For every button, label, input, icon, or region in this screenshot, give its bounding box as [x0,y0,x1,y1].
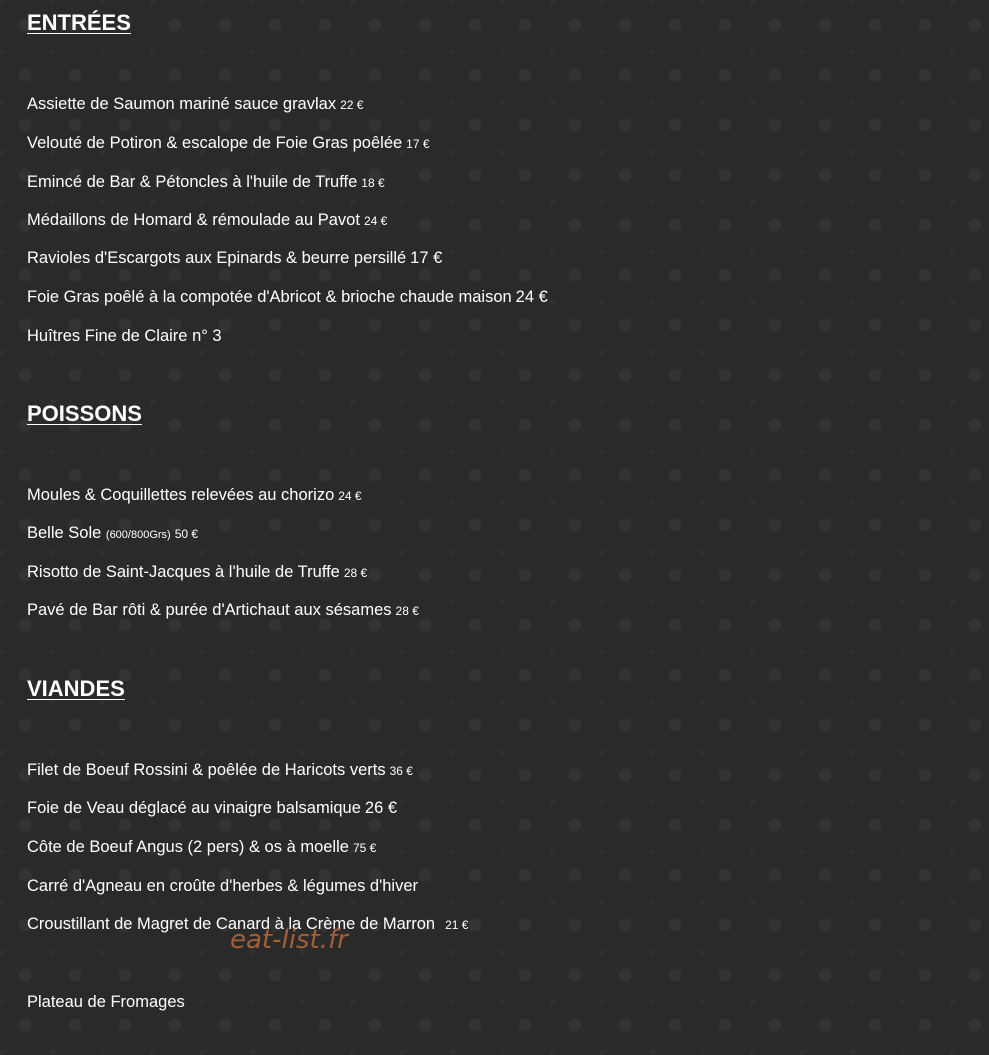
item-price: 26 € [364,799,398,817]
item-name: Foie Gras poêlé à la compotée d'Abricot & brioche chaude maison [27,288,512,306]
item-price: 24 € [363,214,388,228]
item-price: 17 € [410,249,443,267]
item-price: 21 € [445,918,469,932]
item-name: Velouté de Potiron & escalope de Foie Gras poêlée [27,134,403,152]
section-title-viandes: VIANDES [27,676,125,701]
menu-item [27,600,419,621]
menu-item [27,287,548,307]
item-name: Filet de Boeuf Rossini & poêlée de Haricots verts [27,761,386,779]
item-price: 36 € [389,764,413,778]
item-price: 24 € [515,288,548,306]
menu-item [27,523,198,545]
menu-item [27,760,413,781]
menu-item [27,798,397,818]
item-name: Côte de Boeuf Angus (2 pers) & os à moelle [27,838,349,856]
menu-item-cheese [27,992,185,1012]
menu-item [27,133,430,154]
menu-item [27,326,222,346]
menu-item [27,485,362,506]
menu-item [27,94,363,115]
item-name: Moules & Coquillettes relevées au chorizo [27,486,335,504]
item-name: Belle Sole [27,524,102,542]
item-name: Risotto de Saint-Jacques à l'huile de Truffe [27,563,340,581]
item-name: Ravioles d'Escargots aux Epinards & beurre persillé [27,249,407,267]
item-price: 17 € [406,137,430,151]
item-price: 24 € [338,489,362,503]
menu-item [27,172,385,193]
item-name: Plateau de Fromages [27,993,185,1011]
menu-item [27,837,376,858]
item-price: 28 € [395,604,419,618]
item-price: 22 € [340,98,364,112]
item-price: 28 € [343,566,368,580]
menu-item [27,210,387,231]
menu-item [27,248,442,268]
section-title-poissons: POISSONS [27,401,142,426]
menu-item [27,562,367,583]
item-name: Emincé de Bar & Pétoncles à l'huile de Truffe [27,173,358,191]
menu-item [27,876,418,896]
item-name: Carré d'Agneau en croûte d'herbes & légumes d'hiver [27,877,419,895]
item-name: Pavé de Bar rôti & purée d'Artichaut aux sésames [27,601,392,619]
section-title-entrees: ENTRÉES [27,10,131,35]
item-note: (600/800Grs) [105,529,171,541]
item-name: Foie de Veau déglacé au vinaigre balsamique [27,799,361,817]
item-price: 50 € [174,527,199,541]
watermark: eat-list.fr [230,925,348,955]
item-name: Médaillons de Homard & rémoulade au Pavot [27,211,360,229]
item-name: Assiette de Saumon mariné sauce gravlax [27,95,337,113]
item-name: Huîtres Fine de Claire n° 3 [27,327,222,345]
item-price: 75 € [352,841,377,855]
item-name: Croustillant de Magret de Canard à la Crème de Marron [27,915,436,933]
item-price: 18 € [361,176,385,190]
